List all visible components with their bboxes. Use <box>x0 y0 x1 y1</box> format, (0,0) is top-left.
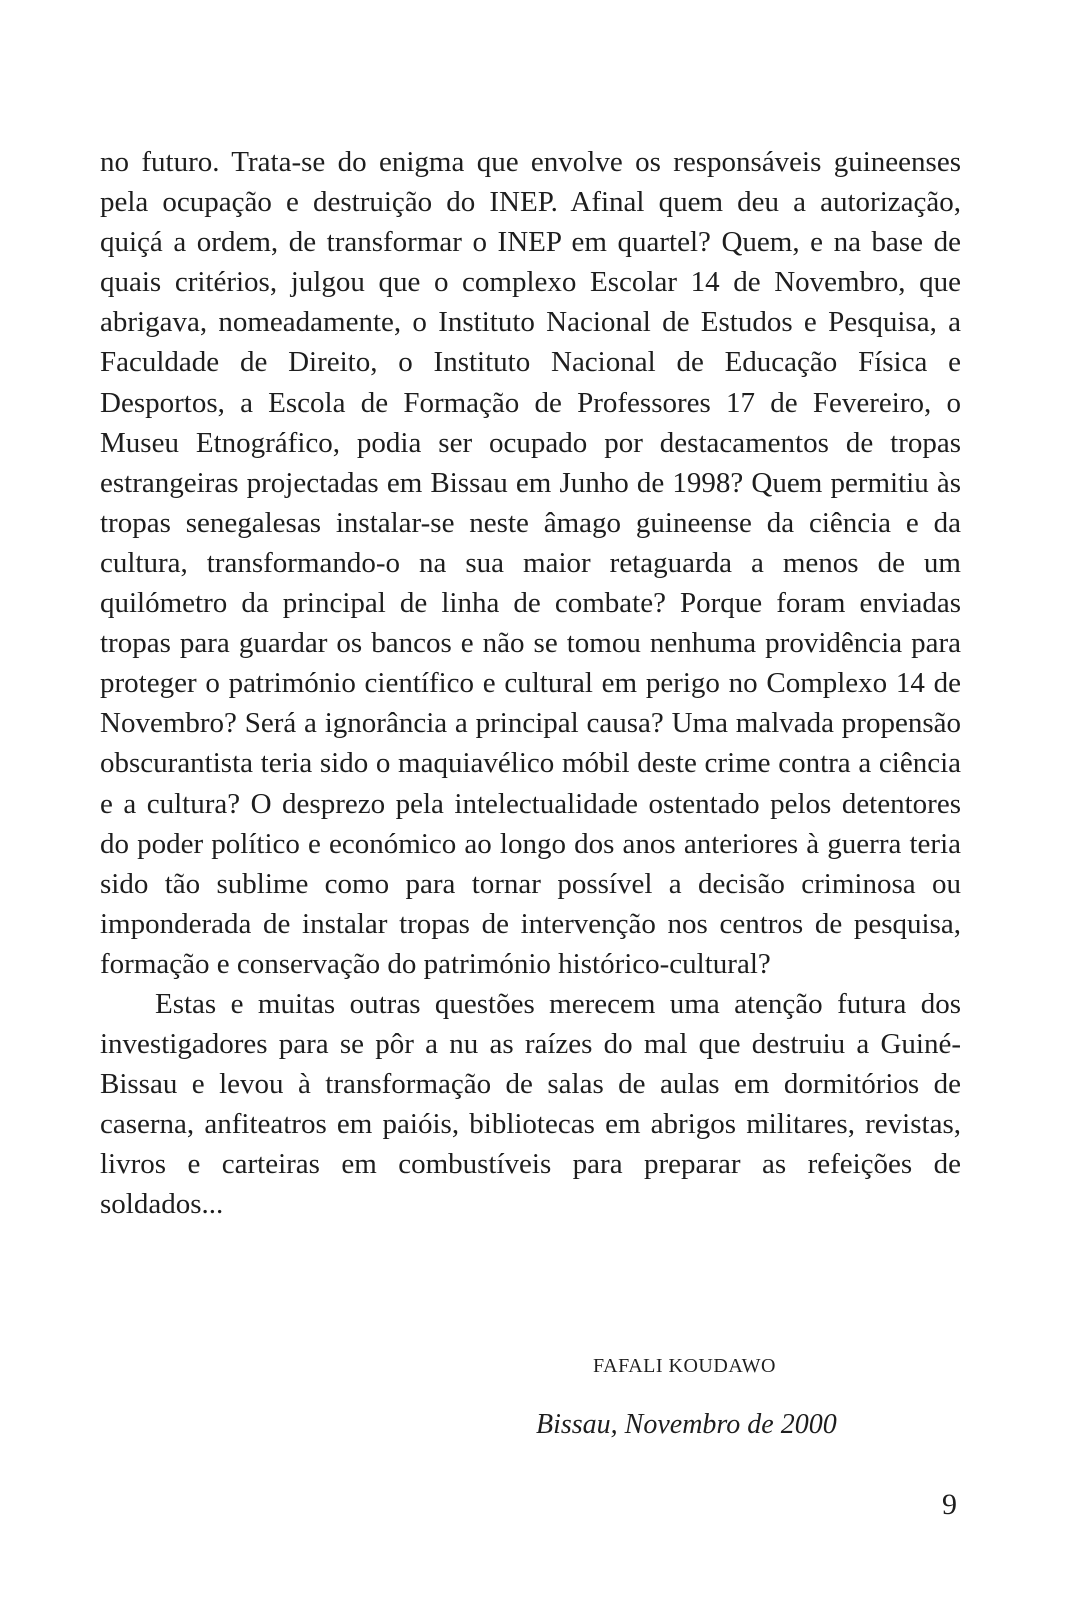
body-text <box>100 142 961 1225</box>
page-number: 9 <box>942 1488 957 1521</box>
place-date: Bissau, Novembro de 2000 <box>536 1409 837 1440</box>
author-signature: FAFALI KOUDAWO <box>593 1355 776 1377</box>
paragraph-2: Estas e muitas outras questões merecem uma atenção futura dos investigadores para se pôr a nu as raízes do mal que destruiu a Guiné-Bissau e levou à transformação de salas de aulas em dormitórios de caserna, anfiteatros em paióis, bibliotecas em abrigos militares, revistas, livros e carteiras em combustíveis para preparar as refeições de soldados... <box>100 987 961 1221</box>
paragraph-1: no futuro. Trata-se do enigma que envolve os responsáveis guineenses pela ocupação e destruição do INEP. Afinal quem deu a autorização, quiçá a ordem, de transformar o INEP em quartel? Quem, e na base de quais critérios, julgou que o complexo Escolar 14 de Novembro, que abrigava, nomeadamente, o Instituto Nacional de Estudos e Pesquisa, a Faculdade de Direito, o Instituto Nacional de Educação Física e Desportos, a Escola de Formação de Professores 17 de Fevereiro, o Museu Etnográfico, podia ser ocupado por destacamentos de tropas estrangeiras projectadas em Bissau em Junho de 1998? Quem permitiu às tropas senegalesas instalar-se neste âmago guineense da ciência e da cultura, transformando-o na sua maior retaguarda a menos de um quilómetro da principal de linha de combate? Porque foram enviadas tropas para guardar os bancos e não se tomou nenhuma providência para proteger o património científico e cultural em perigo no Complexo 14 de Novembro? Será a ignorância a principal causa? Uma malvada propensão obscurantista teria sido o maquiavélico móbil deste crime contra a ciência e a cultura? O desprezo pela intelectualidade ostentado pelos detentores do poder político e económico ao longo dos anos anteriores à guerra teria sido tão sublime como para tornar possível a decisão criminosa ou imponderada de instalar tropas de intervenção nos centros de pesquisa, formação e conservação do património histórico-cultural? <box>100 146 961 980</box>
